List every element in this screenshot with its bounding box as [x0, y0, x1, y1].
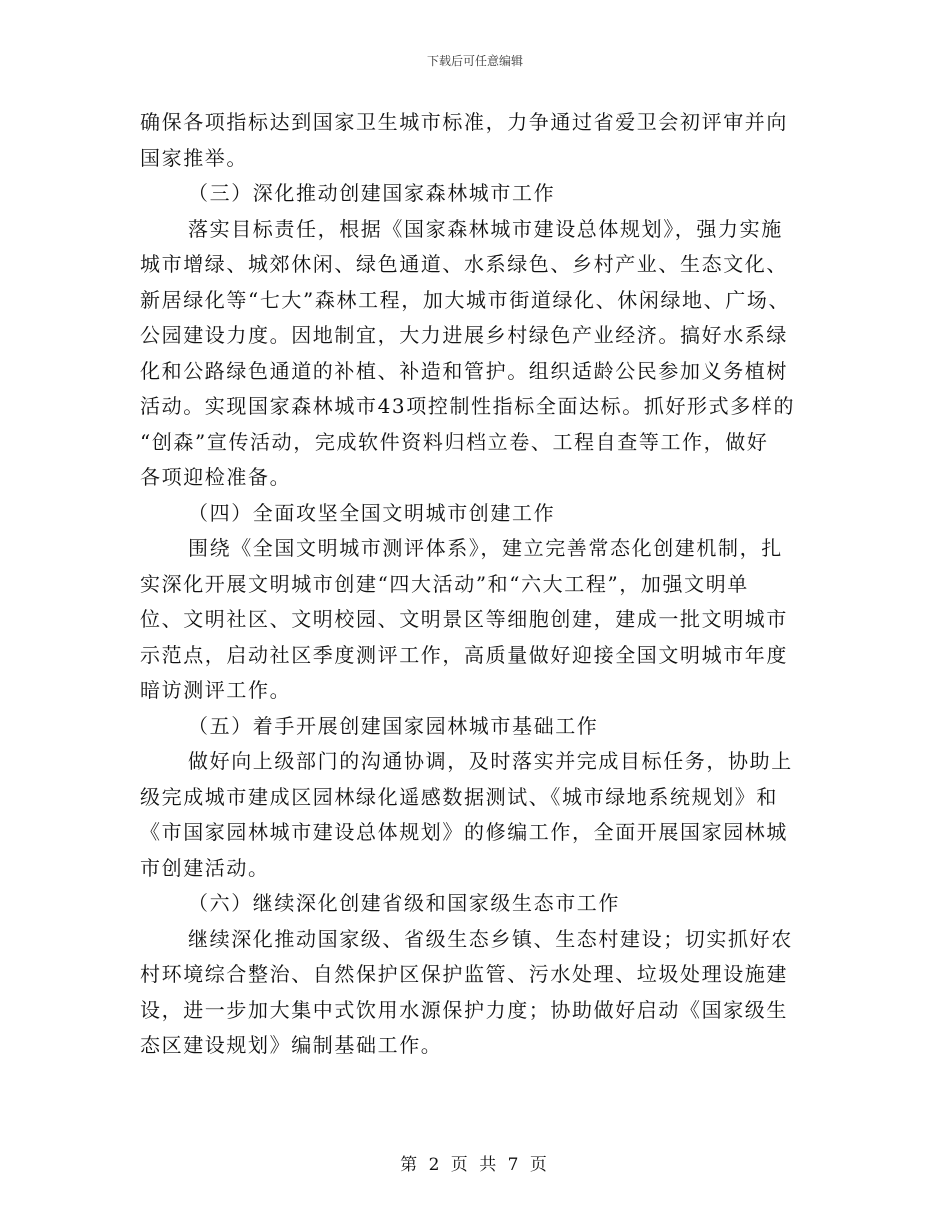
section-heading [140, 886, 820, 922]
paragraph-line: 落实目标责任，根据《国家森林城市建设总体规划》，强力实施 [188, 216, 783, 241]
heading-text: （四）全面攻坚全国文明城市创建工作 [188, 500, 556, 525]
paragraph-line: 实深化开展文明城市创建“四大活动”和“六大工程”，加强文明单 [140, 571, 749, 596]
heading-text: （六）继续深化创建省级和国家级生态市工作 [188, 891, 620, 915]
paragraph-line: 确保各项指标达到国家卫生城市标准，力争通过省爱卫会初评审并向 [140, 110, 788, 134]
heading-text: （三）深化推动创建国家森林城市工作 [188, 181, 556, 205]
paragraph-line: 城市增绿、城郊休闲、绿色通道、水系绿色、乡村产业、生态文化、 [140, 252, 788, 276]
paragraph-continued [140, 105, 820, 176]
paragraph [140, 744, 820, 886]
heading-text: （五）着手开展创建国家园林城市基础工作 [188, 713, 599, 738]
paragraph-line: 化和公路绿色通道的补植、补造和管护。组织适龄公民参加义务植树 [140, 358, 788, 383]
paragraph-line: 暗访测评工作。 [140, 678, 292, 702]
paragraph-line: 国家推举。 [140, 145, 248, 170]
paragraph-line: 《市国家园林城市建设总体规划》的修编工作，全面开展国家园林城 [140, 820, 788, 844]
paragraph-line: 村环境综合整治、自然保护区保护监管、污水处理、垃圾处理设施建 [140, 962, 788, 986]
page-header: 下载后可任意编辑 [426, 54, 523, 68]
section-heading [140, 496, 820, 532]
paragraph-line: 位、文明社区、文明校园、文明景区等细胞创建，建成一批文明城市 [140, 607, 788, 631]
page-number-footer: 第 2 页 共 7 页 [400, 1155, 550, 1175]
paragraph [140, 922, 820, 1064]
paragraph-line: “创森”宣传活动，完成软件资料归档立卷、工程自查等工作，做好 [140, 429, 769, 454]
paragraph-line: 新居绿化等“七大”森林工程，加大城市街道绿化、休闲绿地、广场、 [140, 287, 791, 312]
paragraph-line: 各项迎检准备。 [140, 465, 292, 489]
paragraph-line: 做好向上级部门的沟通协调，及时落实并完成目标任务，协助上 [188, 749, 793, 773]
paragraph [140, 212, 820, 496]
paragraph-line: 设，进一步加大集中式饮用水源保护力度；协助做好启动《国家级生 [140, 997, 788, 1022]
paragraph-line: 态区建设规划》编制基础工作。 [140, 1033, 443, 1057]
paragraph-line: 活动。实现国家森林城市43项控制性指标全面达标。抓好形式多样的 [140, 394, 796, 418]
section-heading [140, 709, 820, 745]
document-body [140, 105, 820, 1064]
paragraph-line: 示范点，启动社区季度测评工作，高质量做好迎接全国文明城市年度 [140, 642, 788, 667]
paragraph [140, 531, 820, 709]
paragraph-line: 继续深化推动国家级、省级生态乡镇、生态村建设；切实抓好农 [188, 926, 793, 951]
paragraph-line: 公园建设力度。因地制宜，大力进展乡村绿色产业经济。搞好水系绿 [140, 323, 788, 347]
paragraph-line: 围绕《全国文明城市测评体系》，建立完善常态化创建机制，扎 [188, 536, 783, 560]
paragraph-line: 市创建活动。 [140, 855, 270, 880]
paragraph-line: 级完成城市建成区园林绿化遥感数据测试、《城市绿地系统规划》和 [140, 784, 778, 809]
section-heading [140, 176, 820, 212]
